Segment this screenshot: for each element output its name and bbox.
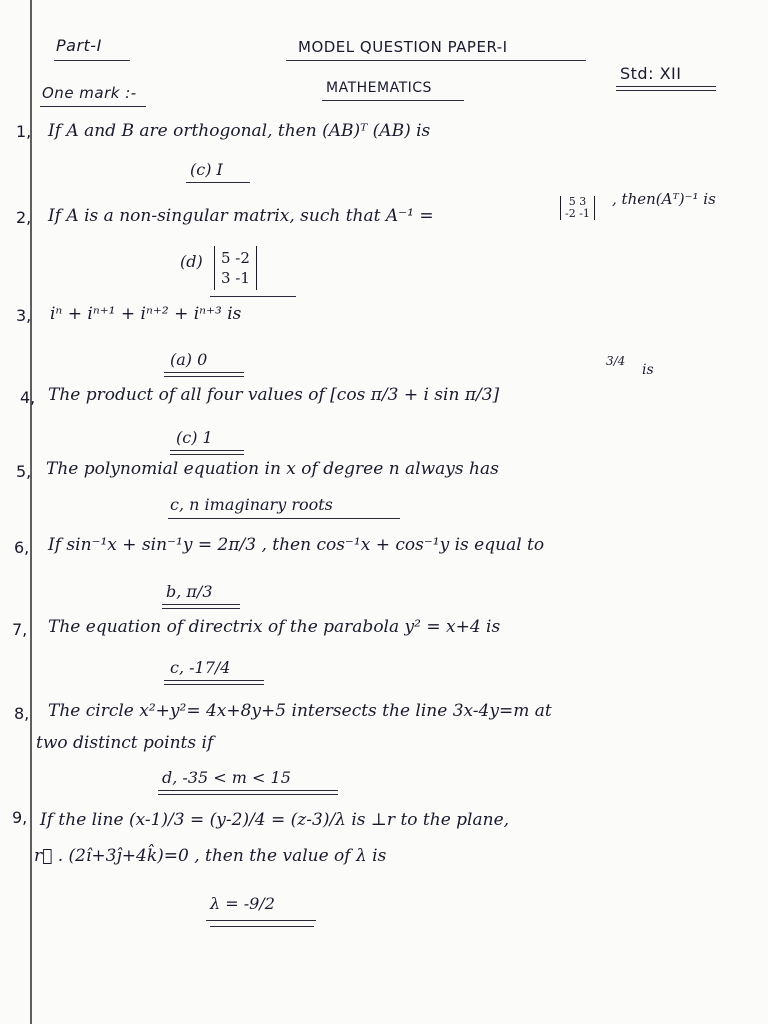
answer-text: (c) 1 [176,428,213,447]
paper-title: MODEL QUESTION PAPER-I [298,38,508,56]
answer-underline [170,450,244,455]
answer-matrix [214,246,257,290]
question-text: The circle x²+y²= 4x+8y+5 intersects the line 3x-4y=m at [48,701,552,721]
answer-underline [210,296,296,297]
question-text-continued: , then(Aᵀ)⁻¹ is [612,190,716,208]
question-text: If A is a non-singular matrix, such that A⁻¹ = [48,206,434,226]
matrix-row: 5 3 [568,195,587,208]
question-text: The polynomial equation in x of degree n always has [46,459,499,479]
subject-underline [322,100,464,101]
answer-text: λ = -9/2 [210,894,275,913]
question-text-line2: r⃗ . (2î+3ĵ+4k̂)=0 , then the value of λ is [34,846,387,866]
question-number: 3, [16,306,32,325]
answer-text: c, n imaginary roots [170,495,333,514]
question-exponent: 3/4 [606,354,626,368]
answer-underline [164,372,244,377]
question-text: If the line (x-1)/3 = (y-2)/4 = (z-3)/λ is ⊥r to the plane, [40,810,510,830]
question-number: 6, [14,538,30,557]
question-text: The product of all four values of [cos π/3 + i sin π/3] [48,385,500,405]
answer-underline [162,604,240,609]
question-number: 7, [12,620,28,639]
standard-underline [616,86,716,91]
question-text-line2: two distinct points if [36,733,214,753]
question-text: If A and B are orthogonal, then (AB)ᵀ (AB) is [48,121,431,141]
answer-text: (c) I [190,160,223,179]
question-number: 4, [20,388,36,407]
answer-text: b, π/3 [166,582,213,601]
question-text: If sin⁻¹x + sin⁻¹y = 2π/3 , then cos⁻¹x + cos⁻¹y is equal to [48,535,545,555]
title-underline [286,60,586,61]
section-underline [40,106,146,107]
question-number: 9, [12,808,28,827]
question-number: 2, [16,208,32,227]
matrix-row: 5 -2 [221,249,250,267]
question-number: 5, [16,462,32,481]
answer-label: (d) [180,252,203,271]
subject-title: MATHEMATICS [326,80,432,96]
answer-underline [158,790,338,795]
answer-underline [210,926,314,927]
answer-underline [206,920,316,921]
answer-text: c, -17/4 [170,658,231,677]
answer-underline [186,182,250,183]
part-underline [54,60,130,61]
question-text-continued: is [642,362,654,378]
answer-underline [168,518,400,519]
matrix-row: -2 -1 [565,207,590,220]
question-matrix [560,196,595,220]
question-number: 1, [16,122,32,141]
question-text: iⁿ + iⁿ⁺¹ + iⁿ⁺² + iⁿ⁺³ is [50,304,242,324]
answer-text: (a) 0 [170,350,208,369]
question-text: The equation of directrix of the parabola y² = x+4 is [48,617,501,637]
question-number: 8, [14,704,30,723]
answer-underline [164,680,264,685]
answer-text: d, -35 < m < 15 [162,768,291,787]
standard-label: Std: XII [620,64,682,83]
section-label: One mark :- [42,84,137,102]
part-label: Part-I [56,36,102,55]
matrix-row: 3 -1 [221,269,250,287]
